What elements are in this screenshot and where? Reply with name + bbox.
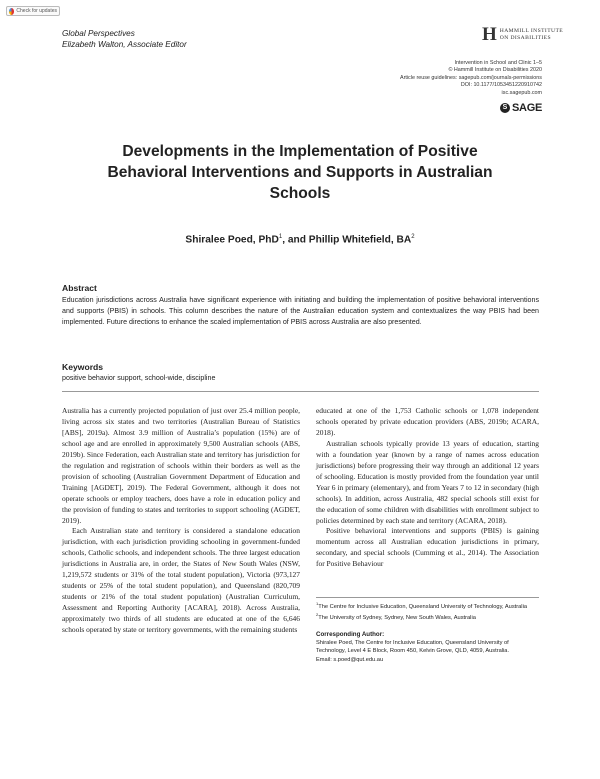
author-2-name: Phillip Whitefield, BA xyxy=(308,234,412,246)
corresponding-author-email[interactable]: Email: s.poed@qut.edu.au xyxy=(316,656,384,663)
publisher-logo xyxy=(482,26,563,43)
body-column-right xyxy=(316,406,539,570)
keywords-text: positive behavior support, school-wide, discipline xyxy=(62,374,216,382)
reuse-guidelines-link[interactable]: Article reuse guidelines: sagepub.com/journals-permissions xyxy=(399,74,542,81)
affiliation-1 xyxy=(316,600,539,611)
author-1-name: Shiralee Poed, PhD xyxy=(185,234,279,246)
column-info xyxy=(62,28,187,50)
section-divider xyxy=(62,391,539,392)
column-name: Global Perspectives xyxy=(62,29,135,38)
journal-info xyxy=(400,60,542,97)
body-paragraph: Australian schools typically provide 13 years of education, starting with a foundation year (known by a range of names across education jurisdictions) before progressing their way through an additional 12 years of schooling. Education is mostly provided from the foundation year until Year 6 in primary (elementary), and from Years 7 to 12 in secondary (high schools). In addition, across Australia, 482 special schools still exist for the education of some children with disabilities with enrollment subject to policies determined by each state and territory (ACARA, 2018). xyxy=(316,438,539,525)
body-paragraph: Positive behavioral interventions and supports (PBIS) is gaining momentum across all Australian education jurisdictions in primary, secondary, and special schools (Cumming et al., 2014). The Association for Positive Behaviour xyxy=(316,526,539,569)
journal-citation: Intervention in School and Clinic 1–5 xyxy=(454,60,542,66)
corresponding-author-address: Shiralee Poed, The Centre for Inclusive Education, Queensland University of Technology, Level 4 E Block, Room 450, Kelvin Grove, QLD, 4059, Australia. xyxy=(316,640,510,655)
author-2-affiliation-marker: 2 xyxy=(411,234,415,240)
body-paragraph: educated at one of the 1,753 Catholic schools or 1,078 independent schools operated by private education providers (ABS, 2019b; ACARA, 2018). xyxy=(316,406,539,437)
author-1-affiliation-marker: 1 xyxy=(278,234,283,240)
publisher-line-2: ON DISABILITIES xyxy=(499,35,551,41)
author-line xyxy=(100,234,500,245)
publisher-line-1: HAMMILL INSTITUTE xyxy=(499,28,564,34)
hammill-h-icon: H xyxy=(482,24,497,45)
affiliation-2-marker: 2 xyxy=(316,612,319,618)
abstract-heading: Abstract xyxy=(62,283,97,293)
body-column-left xyxy=(62,406,300,636)
sage-wordmark: SAGE xyxy=(512,102,542,114)
journal-url-link[interactable]: isc.sagepub.com xyxy=(501,89,542,96)
copyright-line: © Hammill Institute on Disabilities 2020 xyxy=(448,67,542,74)
author-separator: , and xyxy=(282,234,309,246)
check-for-updates-badge[interactable] xyxy=(6,6,60,16)
footnote-divider xyxy=(316,597,539,598)
affiliation-2 xyxy=(316,611,539,622)
article-title: Developments in the Implementation of Positive Behavioral Interventions and Supports in Australian Schools xyxy=(107,143,493,202)
affiliation-1-text: The Centre for Inclusive Education, Queensland University of Technology, Australia xyxy=(318,603,527,610)
column-editor: Elizabeth Walton, Associate Editor xyxy=(62,40,187,49)
check-for-updates-label: Check for updates xyxy=(16,8,57,14)
publisher-name xyxy=(500,28,563,42)
keywords-heading: Keywords xyxy=(62,362,104,372)
affiliation-2-text: The University of Sydney, Sydney, New South Wales, Australia xyxy=(318,615,476,622)
doi-link[interactable]: DOI: 10.1177/1053451220910742 xyxy=(460,82,542,89)
corresponding-author-heading: Corresponding Author: xyxy=(316,630,385,638)
abstract-text: Education jurisdictions across Australia have significant experience with initiating and building the implementation of positive behavioral interventions and supports (PBIS) in schools. This column describes the nature of the Australian education system and contextualizes the way PBIS had been implemented. Future directions to enhance the scaled implementation of PBIS across Australia are also presented. xyxy=(62,296,539,326)
body-paragraph: Australia has a currently projected population of just over 25.4 million people, living across six states and two territories (Australian Bureau of Statistics [ABS], 2019a). Almost 3.9 million of Australia’s population (15%) are of school age and are enrolled in approximately 9,500 Australian schools (ABS, 2019b). Since Federation, each Australian state and territory has jurisdiction for the regulation and registration of schools within their borders as well as the provision of schooling (Australian Government Department of Education and Training [AGDET], 2019). The Federal Government, although it does not operate schools or employ teachers, does have a role in education policy and the provision of funding to states and territories to support schooling (AGDET, 2019). xyxy=(62,406,300,525)
footnotes xyxy=(316,600,539,664)
sage-circle-icon: S xyxy=(500,103,510,113)
affiliation-1-marker: 1 xyxy=(316,601,319,606)
crossmark-icon xyxy=(9,8,14,15)
body-paragraph: Each Australian state and territory is considered a standalone education jurisdiction, with each jurisdiction providing schooling in government-funded schools, Catholic schools, and independent schools. The three largest education jurisdictions in Australia are, in order, the States of New South Wales (NSW, 1,219,572 students or 31% of the total student population), Victoria (973,127 students or 25% of the total student population), and Queensland (820,709 students or 21% of the total student population) (Australian Curriculum, Assessment and Reporting Authority [ACARA], 2018). Across Australia, approximately two thirds of all students are educated at one of the 6,646 schools operated by state or territory governments, with the remaining students xyxy=(62,526,300,635)
sage-logo xyxy=(500,102,542,114)
